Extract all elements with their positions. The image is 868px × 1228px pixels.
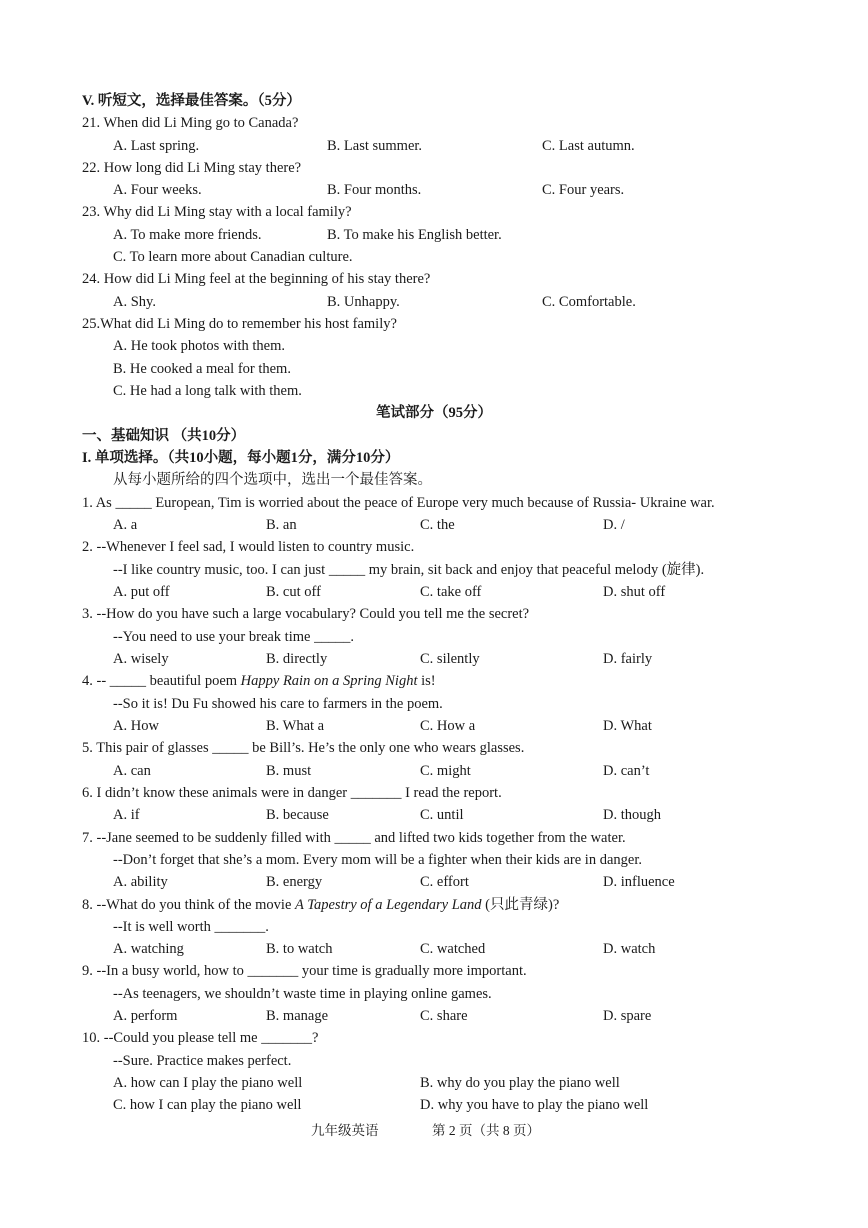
option-6-b: B. because bbox=[266, 807, 329, 823]
option-24-a: A. Shy. bbox=[113, 294, 156, 310]
question-stem-8 bbox=[82, 896, 559, 914]
option-21-c: C. Last autumn. bbox=[542, 138, 635, 154]
question-reply-7: --Don’t forget that she’s a mom. Every mom will be a fighter when their kids are in danger. bbox=[113, 852, 642, 868]
question-stem-3: 3. --How do you have such a large vocabulary? Could you tell me the secret? bbox=[82, 606, 530, 622]
question-stem-5: 5. This pair of glasses _____ be Bill’s. He’s the only one who wears glasses. bbox=[82, 740, 525, 756]
question-stem-4-part3: is! bbox=[417, 673, 436, 689]
option-7-a: A. ability bbox=[113, 874, 168, 890]
question-stem-21: 21. When did Li Ming go to Canada? bbox=[82, 115, 299, 131]
question-stem-10: 10. --Could you please tell me _______? bbox=[82, 1030, 319, 1046]
question-stem-4-part1: 4. -- _____ beautiful poem bbox=[82, 673, 241, 689]
option-5-b: B. must bbox=[266, 763, 312, 779]
option-22-b: B. Four months. bbox=[327, 182, 422, 198]
option-5-d: D. can’t bbox=[603, 763, 650, 779]
option-1-a: A. a bbox=[113, 517, 138, 533]
option-23-a: A. To make more friends. bbox=[113, 227, 262, 243]
option-1-d: D. / bbox=[603, 517, 625, 533]
footer-page-number: 第 2 页（共 8 页） bbox=[432, 1123, 540, 1138]
question-stem-24: 24. How did Li Ming feel at the beginning of his stay there? bbox=[82, 271, 431, 287]
option-21-a: A. Last spring. bbox=[113, 138, 200, 154]
option-8-c: C. watched bbox=[420, 941, 486, 957]
question-stem-22: 22. How long did Li Ming stay there? bbox=[82, 160, 302, 176]
question-stem-9: 9. --In a busy world, how to _______ your time is gradually more important. bbox=[82, 963, 527, 979]
poem-title: Happy Rain on a Spring Night bbox=[240, 673, 418, 689]
option-22-a: A. Four weeks. bbox=[113, 182, 202, 198]
option-9-a: A. perform bbox=[113, 1008, 178, 1024]
question-reply-8: --It is well worth _______. bbox=[113, 919, 269, 935]
question-stem-6: 6. I didn’t know these animals were in danger _______ I read the report. bbox=[82, 785, 502, 801]
option-10-c: C. how I can play the piano well bbox=[113, 1097, 302, 1113]
option-4-d: D. What bbox=[603, 718, 652, 734]
question-stem-23: 23. Why did Li Ming stay with a local family? bbox=[82, 204, 352, 220]
option-2-c: C. take off bbox=[420, 584, 482, 600]
option-2-a: A. put off bbox=[113, 584, 170, 600]
option-5-a: A. can bbox=[113, 763, 151, 779]
question-reply-4: --So it is! Du Fu showed his care to farmers in the poem. bbox=[113, 696, 443, 712]
option-1-c: C. the bbox=[420, 517, 455, 533]
question-stem-8-part3: (只此青绿)? bbox=[481, 897, 560, 913]
instruction: 从每小题所给的四个选项中，选出一个最佳答案。 bbox=[113, 472, 432, 488]
option-9-d: D. spare bbox=[603, 1008, 652, 1024]
option-6-d: D. though bbox=[603, 807, 661, 823]
option-23-b: B. To make his English better. bbox=[327, 227, 502, 243]
listening-header: V. 听短文，选择最佳答案。（5分） bbox=[82, 93, 301, 109]
option-8-b: B. to watch bbox=[266, 941, 333, 957]
option-4-b: B. What a bbox=[266, 718, 325, 734]
option-1-b: B. an bbox=[266, 517, 297, 533]
question-reply-10: --Sure. Practice makes perfect. bbox=[113, 1053, 292, 1069]
option-3-d: D. fairly bbox=[603, 651, 653, 667]
option-24-b: B. Unhappy. bbox=[327, 294, 400, 310]
written-section-title: 笔试部分（95分） bbox=[376, 405, 492, 421]
option-5-c: C. might bbox=[420, 763, 471, 779]
option-6-c: C. until bbox=[420, 807, 464, 823]
option-23-c: C. To learn more about Canadian culture. bbox=[113, 249, 353, 265]
part-title: 一、基础知识 （共10分） bbox=[82, 428, 246, 444]
option-7-b: B. energy bbox=[266, 874, 323, 890]
option-4-a: A. How bbox=[113, 718, 159, 734]
option-2-b: B. cut off bbox=[266, 584, 321, 600]
option-3-c: C. silently bbox=[420, 651, 480, 667]
sub-title: I. 单项选择。（共10小题，每小题1分，满分10分） bbox=[82, 450, 400, 466]
option-9-b: B. manage bbox=[266, 1008, 329, 1024]
question-reply-3: --You need to use your break time _____. bbox=[113, 629, 354, 645]
option-7-c: C. effort bbox=[420, 874, 469, 890]
option-3-b: B. directly bbox=[266, 651, 328, 667]
option-10-b: B. why do you play the piano well bbox=[420, 1075, 620, 1091]
option-22-c: C. Four years. bbox=[542, 182, 625, 198]
option-4-c: C. How a bbox=[420, 718, 476, 734]
question-stem-1: 1. As _____ European, Tim is worried about the peace of Europe very much because of Russia- Ukraine war. bbox=[82, 495, 715, 511]
movie-title: A Tapestry of a Legendary Land bbox=[295, 897, 482, 913]
question-reply-9: --As teenagers, we shouldn’t waste time in playing online games. bbox=[113, 986, 492, 1002]
option-25-c: C. He had a long talk with them. bbox=[113, 383, 302, 399]
option-6-a: A. if bbox=[113, 807, 140, 823]
option-7-d: D. influence bbox=[603, 874, 675, 890]
option-9-c: C. share bbox=[420, 1008, 468, 1024]
option-21-b: B. Last summer. bbox=[327, 138, 423, 154]
option-10-d: D. why you have to play the piano well bbox=[420, 1097, 649, 1113]
question-stem-8-part1: 8. --What do you think of the movie bbox=[82, 897, 296, 913]
option-8-a: A. watching bbox=[113, 941, 184, 957]
question-stem-25: 25.What did Li Ming do to remember his host family? bbox=[82, 316, 397, 332]
question-reply-2: --I like country music, too. I can just _____ my brain, sit back and enjoy that peaceful melody (旋律). bbox=[113, 562, 705, 578]
option-25-a: A. He took photos with them. bbox=[113, 338, 285, 354]
option-25-b: B. He cooked a meal for them. bbox=[113, 361, 291, 377]
option-3-a: A. wisely bbox=[113, 651, 169, 667]
question-stem-4 bbox=[82, 672, 436, 690]
option-10-a: A. how can I play the piano well bbox=[113, 1075, 303, 1091]
question-stem-7: 7. --Jane seemed to be suddenly filled with _____ and lifted two kids together from the water. bbox=[82, 830, 626, 846]
question-stem-2: 2. --Whenever I feel sad, I would listen to country music. bbox=[82, 539, 415, 555]
option-24-c: C. Comfortable. bbox=[542, 294, 636, 310]
option-2-d: D. shut off bbox=[603, 584, 666, 600]
footer-subject: 九年级英语 bbox=[311, 1123, 379, 1138]
option-8-d: D. watch bbox=[603, 941, 656, 957]
